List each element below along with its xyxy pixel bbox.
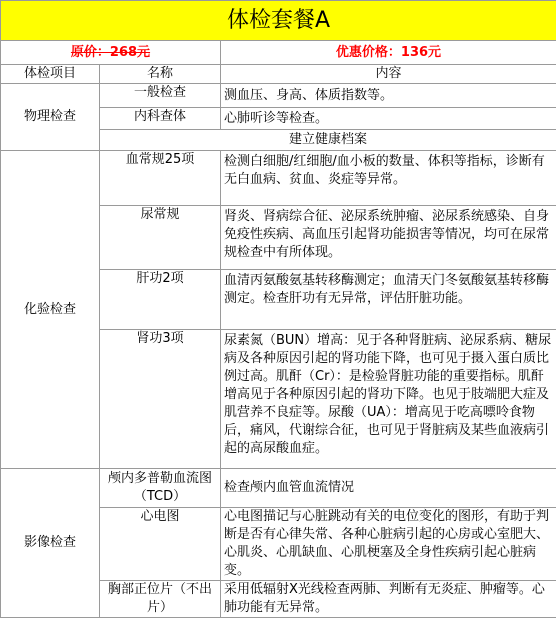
item-name: 肾功3项	[100, 330, 221, 469]
item-content: 尿素氮（BUN）增高：见于各种肾脏病、泌尿系病、糖尿病及各种原因引起的肾功能下降，也可见于摄入蛋白质比例过高。肌酐（Cr）：是检验肾脏功能的重要指标。肌酐增高见于各种原因引起的肾功下降。也见于肢端肥大症及肌营养不良症等。尿酸（UA）：增高见于吃高嘌呤食物后，痛风，代谢综合征，也可见于肾脏病及某些血液病引起的高尿酸血症。	[221, 330, 556, 469]
item-name: 内科查体	[100, 108, 221, 130]
item-content: 检查颅内血管血流情况	[221, 469, 556, 508]
item-content: 肾炎、肾病综合征、泌尿系统肿瘤、泌尿系统感染、自身免疫性疾病、高血压引起肾功能损害等情况，均可在尿常规检查中有所体现。	[221, 206, 556, 270]
item-content: 心肺听诊等检查。	[221, 108, 556, 130]
item-name: 一般检查	[100, 84, 221, 108]
package-title: 体检套餐A	[1, 1, 556, 41]
item-content: 采用低辐射X光线检查两肺、判断有无炎症、肿瘤等。心肺功能有无异常。	[221, 581, 556, 618]
item-name: 尿常规	[100, 206, 221, 270]
item-name: 肝功2项	[100, 270, 221, 330]
item-content: 心电图描记与心脏跳动有关的电位变化的图形，有助于判断是否有心律失常、各种心脏病引起的心房或心室肥大、心肌炎、心肌缺血、心肌梗塞及全身性疾病引起心脏病变。	[221, 508, 556, 581]
discount-price: 优惠价格：136元	[221, 41, 556, 65]
item-name: 血常规25项	[100, 151, 221, 206]
category-physical: 物理检查	[1, 84, 100, 151]
item-content: 测血压、身高、体质指数等。	[221, 84, 556, 108]
item-name: 胸部正位片（不出片）	[100, 581, 221, 618]
item-content: 检测白细胞/红细胞/血小板的数量、体积等指标，诊断有无白血病、贫血、炎症等异常。	[221, 151, 556, 206]
item-content: 血清丙氨酸氨基转移酶测定；血清天门冬氨酸氨基转移酶测定。检查肝功有无异常，评估肝脏功能。	[221, 270, 556, 330]
table-row	[1, 151, 556, 206]
category-lab: 化验检查	[1, 151, 100, 469]
table-row	[1, 84, 556, 108]
table-row	[1, 469, 556, 508]
item-name: 颅内多普勒血流图（TCD）	[100, 469, 221, 508]
header-content: 内容	[221, 65, 556, 84]
item-name: 心电图	[100, 508, 221, 581]
header-name: 名称	[100, 65, 221, 84]
original-price: 原价：268元	[1, 41, 221, 65]
header-item: 体检项目	[1, 65, 100, 84]
health-record: 建立健康档案	[100, 130, 556, 151]
category-imaging: 影像检查	[1, 469, 100, 618]
